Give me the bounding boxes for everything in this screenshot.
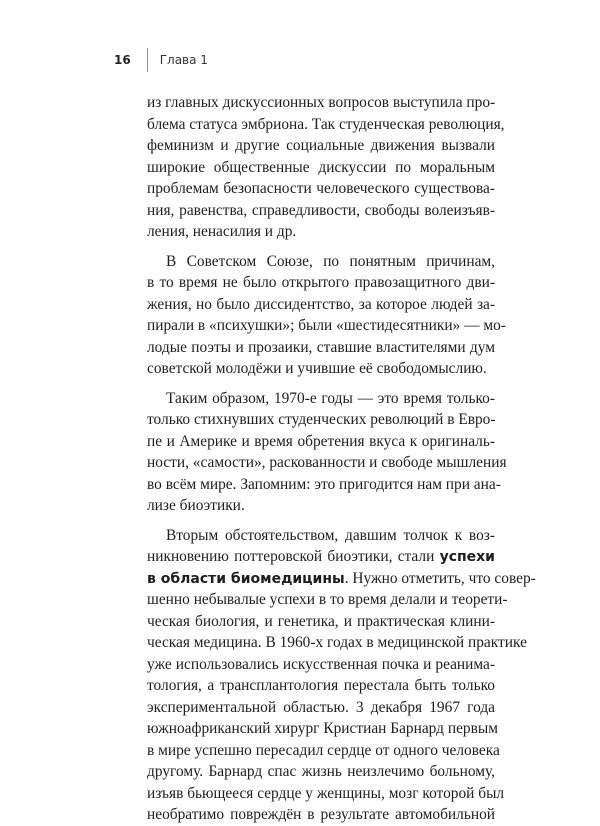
text-line: пирали в «психушки»; были «шестидесятники» — мо- <box>147 317 506 334</box>
text-line: советской молодёжи и учившие её свободомыслию. <box>147 360 487 377</box>
page-number: 16 <box>114 53 131 67</box>
text-line <box>147 568 536 590</box>
text-line: южноафриканский хирург Кристиан Барнард первым <box>147 720 498 737</box>
text-line: изъяв бьющееся сердце у женщины, мозг которой был <box>147 784 505 802</box>
emphasis-text: в области биомедицины <box>147 570 345 587</box>
text-line: другому. Барнард спас жизнь неизлечимо больному, <box>147 763 495 780</box>
text-line: ческая медицина. В 1960-х годах в медицинской практике <box>147 634 527 651</box>
text-line: в то время не было открытого правозащитного дви- <box>147 274 495 291</box>
text-line: широкие общественные дискуссии по моральным <box>147 158 495 176</box>
text-line: тология, а трансплантология перестала быть только <box>147 677 495 694</box>
header-divider <box>147 48 148 72</box>
emphasis-text: успехи <box>439 549 495 565</box>
text-line: блема статуса эмбриона. Так студенческая революция, <box>147 115 505 133</box>
text-line: жения, но было диссидентство, за которое людей за- <box>147 295 495 313</box>
chapter-title: Глава 1 <box>159 53 208 67</box>
text-line: экспериментальной областью. 3 декабря 1967 года <box>147 698 495 716</box>
text-line: во всём мире. Запомним: это пригодится нам при ана- <box>147 475 501 493</box>
page-header <box>114 48 208 72</box>
text-line: феминизм и другие социальные движения вызвали <box>147 137 495 154</box>
text-line: лизе биоэтики. <box>147 497 245 514</box>
text-line: необратимо повреждён в результате автомобильной <box>147 806 495 823</box>
text-line: проблемам безопасности человеческого существова- <box>147 180 495 197</box>
body-text <box>147 92 536 826</box>
text-line: Таким образом, 1970-е годы — это время только- <box>166 389 495 407</box>
text-line: пе и Америке и время обретения вкуса к оригиналь- <box>147 432 495 450</box>
text-line: в мире успешно пересадил сердце от одного человека <box>147 741 500 759</box>
text-line: шенно небывалые успехи в то время делали и теорети- <box>147 591 508 608</box>
text-line: лодые поэты и прозаики, ставшие властителями дум <box>147 338 495 356</box>
text-line: ния, равенства, справедливости, свободы волеизъяв- <box>147 201 495 219</box>
text-line: ности, «самости», раскованности и свободе мышления <box>147 454 507 471</box>
text-line: В Советском Союзе, по понятным причинам, <box>166 252 495 270</box>
line-text: никновению поттеровской биоэтики, стали <box>147 548 440 565</box>
text-line: ческая биология, и генетика, и практическая клини- <box>147 612 495 630</box>
text-line: Вторым обстоятельством, давшим толчок к воз- <box>166 526 495 544</box>
text-line: только стихнувших студенческих революций в Евро- <box>147 411 496 428</box>
text-line: ления, ненасилия и др. <box>147 223 297 240</box>
text-line: из главных дискуссионных вопросов выступила про- <box>147 94 496 111</box>
text-line <box>147 546 495 568</box>
text-line: уже использовались искусственная почка и реанима- <box>147 655 495 673</box>
line-text: . Нужно отметить, что совер- <box>344 569 536 587</box>
